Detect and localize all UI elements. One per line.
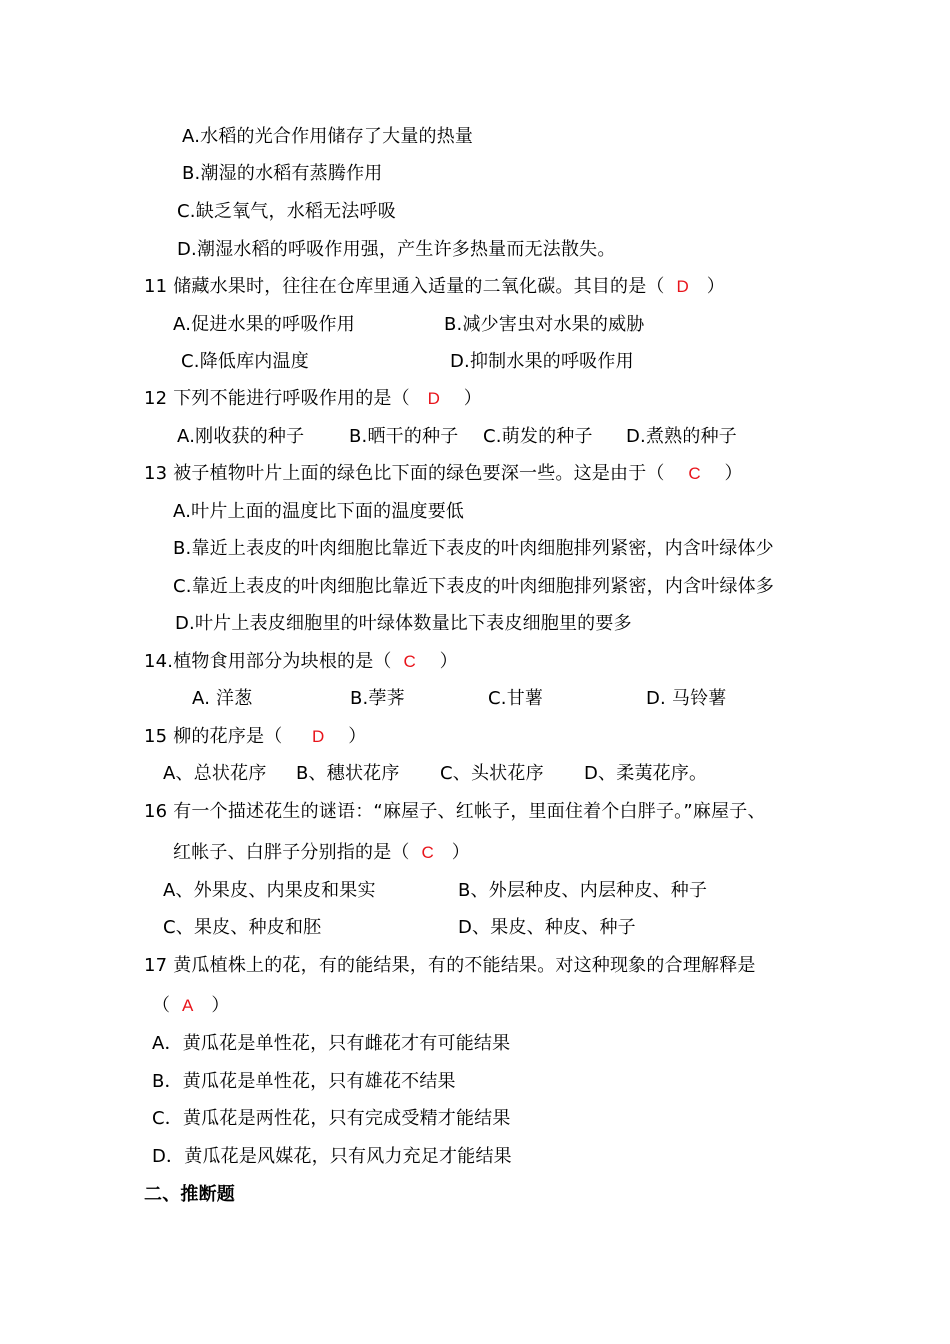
q17-option-b: B．黄瓜花是单性花，只有雄花不结果	[152, 1071, 456, 1092]
q12-option-a: A.刚收获的种子	[177, 426, 305, 447]
q16-option-d: D、果皮、种皮、种子	[458, 917, 636, 938]
q16-stem-2: 红帐子、白胖子分别指的是（	[173, 842, 410, 863]
q17-option-a: A．黄瓜花是单性花，只有雌花才有可能结果	[152, 1033, 511, 1054]
q13-answer: C	[688, 464, 701, 483]
q14-answer: C	[403, 652, 416, 671]
q14-stem-line	[144, 650, 458, 674]
q12-stem: 12 下列不能进行呼吸作用的是（	[144, 388, 410, 409]
q10-option-c: C.缺乏氧气，水稻无法呼吸	[177, 201, 396, 222]
q17-option-d: D．黄瓜花是风媒花，只有风力充足才能结果	[152, 1146, 512, 1167]
q10-option-b: B.潮湿的水稻有蒸腾作用	[182, 163, 383, 184]
q12-stem-line	[144, 387, 482, 411]
q11-option-b: B.减少害虫对水果的威胁	[444, 314, 645, 335]
q12-answer: D	[427, 389, 441, 408]
q14-stem: 14.植物食用部分为块根的是（	[144, 651, 392, 672]
q11-answer: D	[676, 277, 689, 296]
q14-option-d: D. 马铃薯	[646, 688, 727, 709]
q16-answer: C	[421, 843, 434, 862]
q11-option-a: A.促进水果的呼吸作用	[173, 314, 355, 335]
q15-option-c: C、头状花序	[440, 763, 544, 784]
q12-close: ）	[463, 388, 482, 409]
q13-option-b: B.靠近上表皮的叶肉细胞比靠近下表皮的叶肉细胞排列紧密，内含叶绿体少	[173, 538, 774, 559]
q12-option-d: D.煮熟的种子	[626, 426, 737, 447]
q15-close: ）	[348, 726, 367, 747]
q13-stem: 13 被子植物叶片上面的绿色比下面的绿色要深一些。这是由于（	[144, 463, 665, 484]
q13-option-a: A.叶片上面的温度比下面的温度要低	[173, 501, 465, 522]
q17-open: （	[152, 995, 171, 1016]
q15-option-b: B、穗状花序	[296, 763, 400, 784]
q11-stem-line	[144, 275, 725, 299]
q16-stem: 16 有一个描述花生的谜语：“麻屋子、红帐子，里面住着个白胖子。”麻屋子、	[144, 801, 766, 822]
section-2-title: 二、推断题	[144, 1184, 235, 1205]
q11-stem: 11 储藏水果时，往往在仓库里通入适量的二氧化碳。其目的是（	[144, 276, 665, 297]
q13-stem-line	[144, 462, 743, 486]
q15-option-d: D、柔荑花序。	[584, 763, 708, 784]
q16-close: ）	[451, 842, 470, 863]
q15-option-a: A、总状花序	[163, 763, 267, 784]
q14-option-b: B.荸荠	[350, 688, 405, 709]
q11-close: ）	[706, 276, 725, 297]
q14-option-c: C.甘薯	[488, 688, 544, 709]
q10-option-d: D.潮湿水稻的呼吸作用强，产生许多热量而无法散失。	[177, 239, 616, 260]
q14-option-a: A. 洋葱	[192, 688, 253, 709]
q16-option-b: B、外层种皮、内层种皮、种子	[458, 880, 708, 901]
q17-option-c: C．黄瓜花是两性花，只有完成受精才能结果	[152, 1108, 511, 1129]
q15-stem-line	[144, 725, 366, 749]
q16-stem-line-2	[173, 841, 470, 865]
q13-option-d: D.叶片上表皮细胞里的叶绿体数量比下表皮细胞里的要多	[175, 613, 632, 634]
q11-option-c: C.降低库内温度	[181, 351, 309, 372]
q16-option-a: A、外果皮、内果皮和果实	[163, 880, 376, 901]
q17-stem: 17 黄瓜植株上的花，有的能结果，有的不能结果。对这种现象的合理解释是	[144, 955, 756, 976]
q11-option-d: D.抑制水果的呼吸作用	[450, 351, 634, 372]
q14-close: ）	[439, 651, 458, 672]
q12-option-b: B.晒干的种子	[349, 426, 459, 447]
q12-option-c: C.萌发的种子	[483, 426, 593, 447]
q15-answer: D	[312, 727, 325, 746]
q17-answer-line	[152, 994, 230, 1018]
q16-option-c: C、果皮、种皮和胚	[163, 917, 322, 938]
q13-option-c: C.靠近上表皮的叶肉细胞比靠近下表皮的叶肉细胞排列紧密，内含叶绿体多	[173, 576, 775, 597]
q15-stem: 15 柳的花序是（	[144, 726, 283, 747]
q17-close: ）	[211, 995, 230, 1016]
q17-answer: A	[182, 996, 194, 1015]
q10-option-a: A.水稻的光合作用储存了大量的热量	[182, 126, 474, 147]
q13-close: ）	[724, 463, 743, 484]
